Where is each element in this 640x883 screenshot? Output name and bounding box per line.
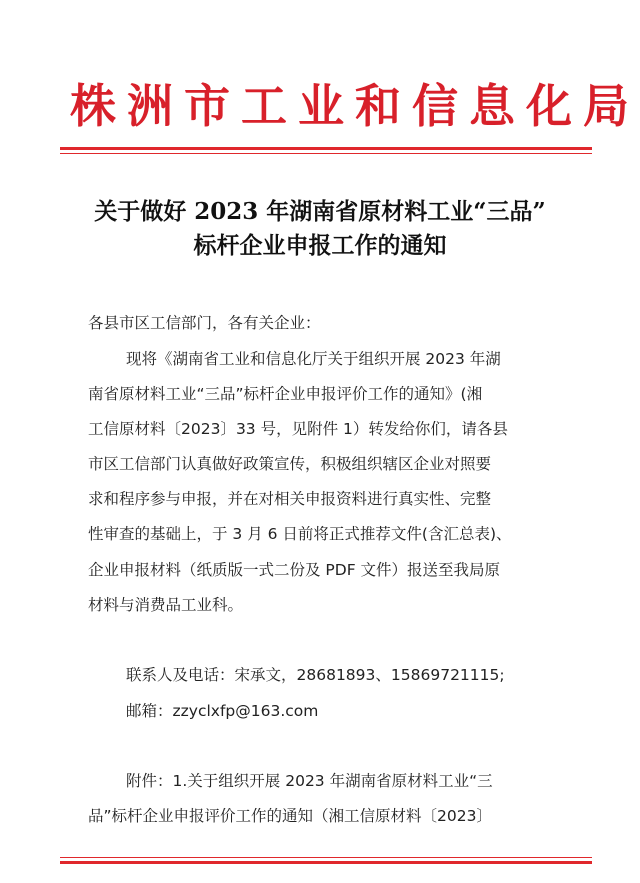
footer-red-rule-thick: [60, 861, 592, 864]
paragraph-line: 市区工信部门认真做好政策宣传，积极组织辖区企业对照要: [88, 455, 492, 473]
attachment-line: 附件：1.关于组织开展 2023 年湖南省原材料工业“三: [126, 772, 493, 790]
salutation: 各县市区工信部门，各有关企业：: [88, 314, 321, 332]
document-title-line-2: 标杆企业申报工作的通知: [193, 232, 447, 259]
header-red-rule-thin: [60, 153, 592, 154]
paragraph-line: 求和程序参与申报，并在对相关申报资料进行真实性、完整: [88, 490, 492, 508]
organization-header: 株洲市工业和信息化局: [70, 79, 640, 133]
contact-info: 联系人及电话：宋承文，28681893、15869721115;: [126, 666, 505, 684]
footer-red-rule-thin: [60, 857, 592, 858]
paragraph-line: 性审查的基础上，于 3 月 6 日前将正式推荐文件(含汇总表)、: [88, 525, 512, 543]
document-title-line-1: 关于做好 2023 年湖南省原材料工业“三品”: [94, 198, 546, 225]
paragraph-line: 现将《湖南省工业和信息化厅关于组织开展 2023 年湖: [126, 350, 501, 368]
paragraph-line: 南省原材料工业“三品”标杆企业申报评价工作的通知》(湘: [88, 385, 483, 403]
paragraph-line: 企业申报材料（纸质版一式二份及 PDF 文件）报送至我局原: [88, 561, 501, 579]
paragraph-line: 材料与消费品工业科。: [88, 596, 244, 614]
attachment-line: 品”标杆企业申报评价工作的通知（湘工信原材料〔2023〕: [88, 807, 492, 825]
header-red-rule-thick: [60, 147, 592, 150]
email-info: 邮箱：zzyclxfp@163.com: [126, 702, 319, 720]
paragraph-line: 工信原材料〔2023〕33 号，见附件 1）转发给你们，请各县: [88, 420, 508, 438]
